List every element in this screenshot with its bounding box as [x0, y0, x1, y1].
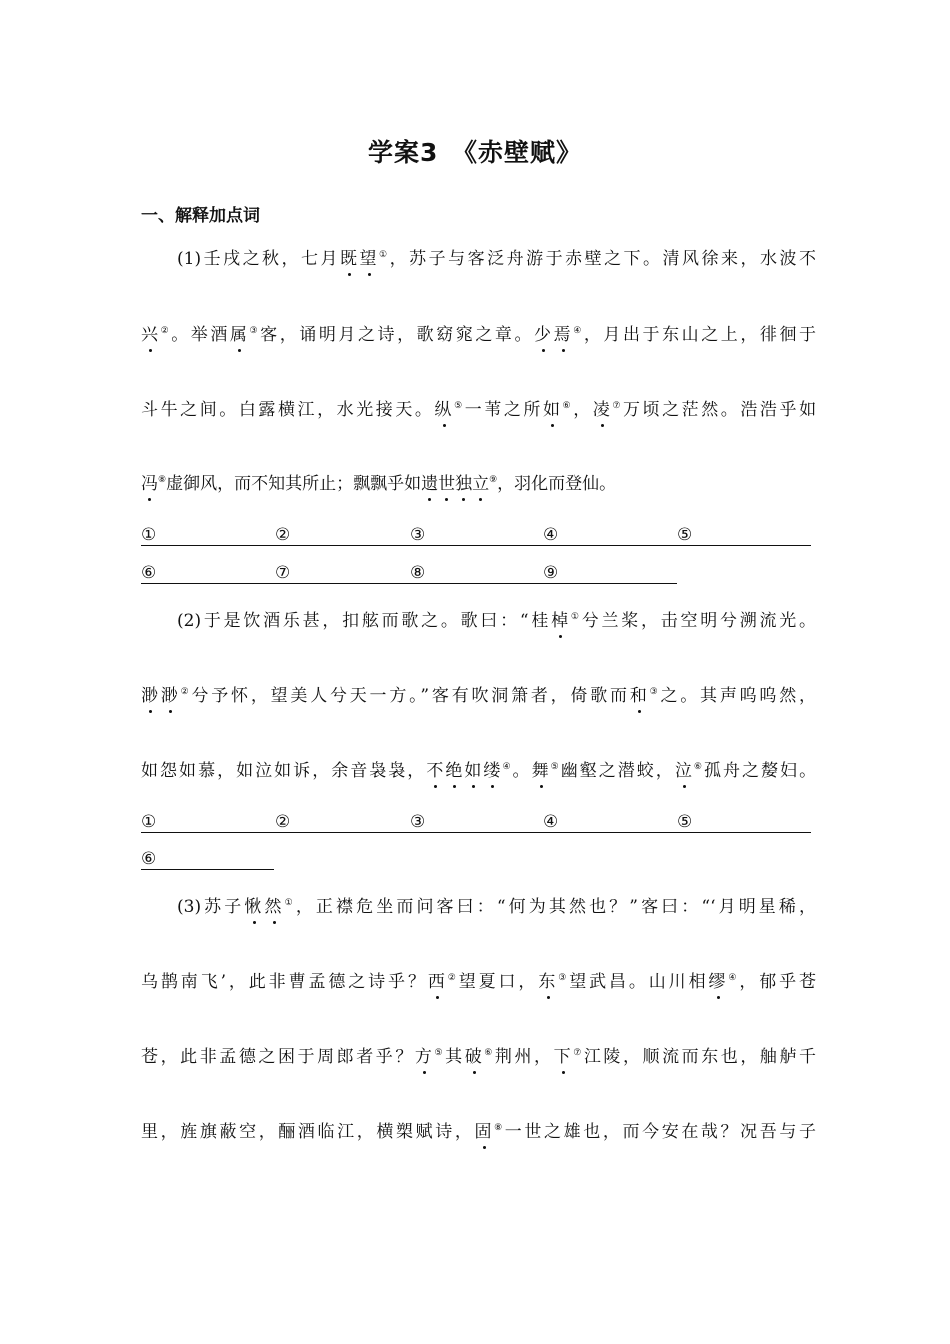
passage1-line1	[177, 247, 816, 271]
note-number: ①	[284, 898, 296, 908]
note-number: ③	[249, 326, 261, 336]
text-run: 之。其声呜呜然，	[660, 686, 816, 706]
note-number: ⑤	[434, 1048, 446, 1058]
text-run: 乌鹊南飞’，此非曹孟德之诗乎？	[141, 972, 428, 992]
page-title: 学案3 《赤壁赋》	[368, 138, 582, 167]
dotted-word: 焉	[553, 325, 574, 345]
text-run: 。	[512, 761, 532, 781]
dotted-word: 望	[359, 249, 380, 269]
answer-blank-row[interactable]	[141, 812, 811, 833]
passage2-line3	[141, 759, 816, 783]
text-run: 里，旌旗蔽空，酾酒临江，横槊赋诗，	[141, 1122, 475, 1142]
answer-blank-label: ⑤	[677, 525, 693, 545]
text-run: 其	[445, 1047, 465, 1067]
text-run: 。举酒	[171, 325, 230, 345]
note-number: ③	[558, 973, 570, 983]
dotted-word: 愀	[244, 897, 265, 917]
text-run: 江陵，顺流而东也，舳舻千	[583, 1047, 817, 1067]
dotted-word: 下	[553, 1047, 574, 1067]
dotted-word: 冯	[141, 474, 158, 494]
dotted-word: 遗	[421, 474, 439, 494]
dotted-word: 固	[474, 1122, 495, 1142]
text-run: 望夏口，	[458, 972, 539, 992]
note-number: ②	[447, 973, 459, 983]
text-run: ，	[573, 400, 593, 420]
section-heading: 一、解释加点词	[141, 206, 260, 226]
answer-blank-label: ③	[410, 525, 426, 545]
note-number: ⑥	[484, 1048, 495, 1058]
note-number: ⑧	[158, 475, 167, 485]
answer-blank-label: ⑥	[141, 849, 157, 869]
dotted-word: 世	[438, 474, 456, 494]
text-run: 兮予怀，望美人兮天一方。”客有吹洞箫者，倚歌而	[191, 686, 630, 706]
text-run: ，苏子与客泛舟游于赤壁之下。清风徐来，水波不	[389, 249, 817, 269]
note-number: ⑥	[562, 401, 574, 411]
passage1-line3	[141, 398, 816, 422]
dotted-word: 泣	[674, 761, 694, 781]
dotted-word: 少	[534, 325, 554, 345]
note-number: ②	[180, 687, 192, 697]
answer-blank-label: ③	[410, 812, 426, 832]
dotted-word: 和	[629, 686, 650, 706]
note-number: ④	[728, 973, 740, 983]
note-number: ①	[570, 612, 582, 622]
dotted-word: 舞	[531, 761, 551, 781]
dotted-word: 独	[455, 474, 473, 494]
note-number: ⑤	[550, 762, 561, 772]
text-run: ，郁乎苍	[739, 972, 817, 992]
dotted-word: 如	[464, 761, 484, 781]
dotted-word: 纵	[434, 400, 455, 420]
note-number: ④	[502, 762, 513, 772]
answer-blank-row[interactable]	[141, 849, 274, 870]
passage1-line2	[141, 323, 816, 347]
answer-blank-label: ⑥	[141, 563, 157, 583]
note-number: ⑧	[494, 1123, 505, 1133]
note-number: ⑦	[573, 1048, 584, 1058]
text-run: ，正襟危坐而问客曰：“何为其然也？”客曰：“‘月明星稀，	[295, 897, 817, 917]
text-run: 望武昌。山川相	[569, 972, 709, 992]
text-run: 一苇之所	[464, 400, 543, 420]
note-number: ③	[649, 687, 661, 697]
dotted-word: 既	[340, 249, 360, 269]
answer-blank-label: ⑤	[677, 812, 693, 832]
dotted-word: 东	[538, 972, 559, 992]
dotted-word: 属	[229, 325, 250, 345]
dotted-word: 棹	[551, 611, 571, 631]
answer-blank-row[interactable]	[141, 525, 811, 546]
answer-blank-label: ⑨	[543, 563, 559, 583]
text-run: (3)苏子	[177, 897, 245, 917]
answer-blank-label: ⑦	[275, 563, 291, 583]
text-run: 万顷之茫然。浩浩乎如	[622, 400, 817, 420]
dotted-word: 西	[427, 972, 448, 992]
dotted-word: 缪	[708, 972, 729, 992]
note-number: ①	[379, 250, 390, 260]
dotted-word: 不	[426, 761, 446, 781]
text-run: 如怨如慕，如泣如诉，余音袅袅，	[141, 761, 427, 781]
dotted-word: 然	[264, 897, 285, 917]
dotted-word: 缕	[483, 761, 503, 781]
text-run: 孤舟之嫠妇。	[703, 761, 817, 781]
answer-blank-label: ①	[141, 812, 157, 832]
answer-blank-label: ②	[275, 525, 291, 545]
text-run: (1)壬戌之秋，七月	[177, 249, 341, 269]
dotted-word: 凌	[592, 400, 613, 420]
answer-blank-label: ⑧	[410, 563, 426, 583]
text-run: 一世之雄也，而今安在哉？况吾与子	[504, 1122, 817, 1142]
dotted-word: 立	[472, 474, 490, 494]
passage2-line1	[177, 609, 816, 633]
text-run: 苍，此非孟德之困于周郎者乎？	[141, 1047, 415, 1067]
passage2-line2	[141, 684, 816, 708]
dotted-word: 渺	[141, 686, 161, 706]
dotted-word: 破	[464, 1047, 485, 1067]
text-run: 客，诵明月之诗，歌窈窕之章。	[260, 325, 535, 345]
answer-blank-row[interactable]	[141, 563, 677, 584]
answer-blank-label: ④	[543, 525, 559, 545]
answer-blank-label: ④	[543, 812, 559, 832]
note-number: ⑥	[693, 762, 704, 772]
note-number: ④	[573, 326, 584, 336]
text-run: ，月出于东山之上，徘徊于	[583, 325, 817, 345]
note-number: ⑤	[454, 401, 465, 411]
dotted-word: 渺	[160, 686, 181, 706]
text-run: ，羽化而登仙。	[497, 474, 617, 494]
text-run: 兮兰桨，击空明兮溯流光。	[581, 611, 817, 631]
note-number: ⑨	[489, 475, 498, 485]
dotted-word: 绝	[445, 761, 465, 781]
note-number: ②	[160, 326, 172, 336]
dotted-word: 兴	[141, 325, 161, 345]
passage3-line3	[141, 1045, 816, 1069]
answer-blank-label: ②	[275, 812, 291, 832]
dotted-word: 如	[542, 400, 563, 420]
passage3-line1	[177, 895, 816, 919]
note-number: ⑦	[612, 401, 623, 411]
passage3-line4	[141, 1120, 816, 1144]
passage1-line4	[141, 472, 816, 496]
text-run: (2)于是饮酒乐甚，扣舷而歌之。歌曰：“桂	[177, 611, 552, 631]
text-run: 虚御风，而不知其所止；飘飘乎如	[166, 474, 422, 494]
answer-blank-label: ①	[141, 525, 157, 545]
text-run: 幽壑之潜蛟，	[560, 761, 675, 781]
text-run: 斗牛之间。白露横江，水光接天。	[141, 400, 435, 420]
passage3-line2	[141, 970, 816, 994]
dotted-word: 方	[414, 1047, 435, 1067]
text-run: 荆州，	[494, 1047, 554, 1067]
